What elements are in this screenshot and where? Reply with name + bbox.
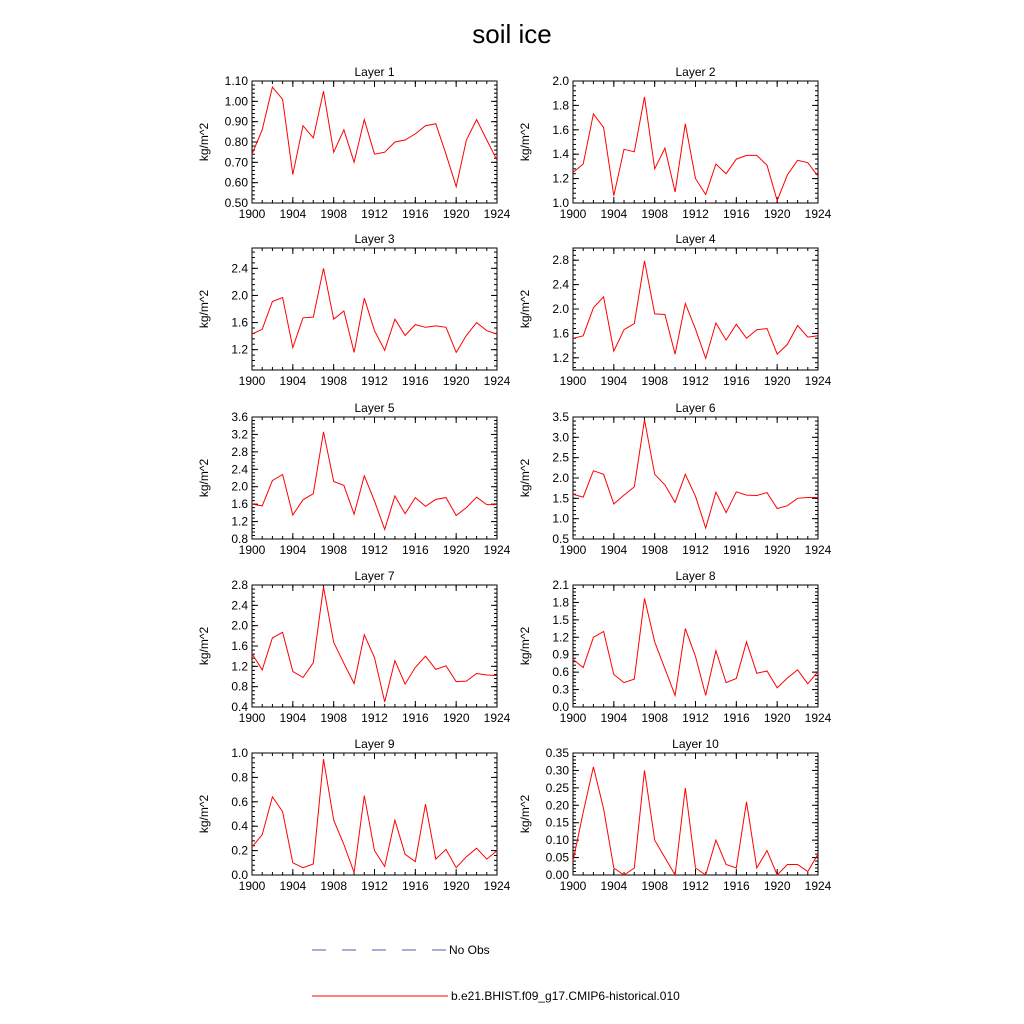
y-tick-label: 1.6 <box>231 497 248 512</box>
y-tick-label: 0.30 <box>545 763 569 778</box>
x-tick-label: 1920 <box>442 711 470 725</box>
x-tick-label: 1912 <box>682 879 709 893</box>
x-tick-label: 1920 <box>763 543 791 557</box>
x-tick-label: 1920 <box>442 543 470 557</box>
y-tick-label: 1.6 <box>231 315 248 330</box>
y-tick-label: 3.6 <box>231 410 248 424</box>
series-line-layer-9 <box>252 759 497 873</box>
y-tick-label: 1.5 <box>552 491 569 506</box>
y-tick-label: 2.5 <box>552 450 569 465</box>
x-tick-label: 1904 <box>600 374 628 388</box>
y-tick-label: 0.15 <box>545 815 569 830</box>
series-line-layer-6 <box>573 420 818 528</box>
x-tick-label: 1908 <box>641 711 669 725</box>
y-tick-label: 1.8 <box>552 595 569 610</box>
y-tick-label: 2.0 <box>231 479 248 494</box>
x-tick-label: 1924 <box>804 543 832 557</box>
x-tick-label: 1916 <box>401 374 429 388</box>
y-tick-label: 2.8 <box>231 578 248 592</box>
y-tick-label: 0.80 <box>224 135 248 149</box>
panel-layer-6 <box>518 401 832 557</box>
x-tick-label: 1924 <box>483 374 511 388</box>
panel-title: Layer 8 <box>675 569 716 583</box>
panel-title: Layer 4 <box>675 232 716 246</box>
y-tick-label: 2.0 <box>552 471 569 485</box>
x-tick-label: 1916 <box>401 207 429 221</box>
x-tick-label: 1904 <box>279 543 307 557</box>
y-tick-label: 0.05 <box>545 850 569 865</box>
y-tick-label: 0.8 <box>231 532 248 546</box>
panel-layer-8 <box>518 569 832 725</box>
x-tick-label: 1920 <box>763 879 791 893</box>
x-tick-label: 1920 <box>763 711 791 725</box>
panel-title: Layer 9 <box>354 737 395 751</box>
y-tick-label: 2.1 <box>552 578 569 592</box>
x-tick-label: 1900 <box>238 207 266 221</box>
x-tick-label: 1908 <box>320 711 348 725</box>
panel-title: Layer 3 <box>354 232 395 246</box>
x-tick-label: 1916 <box>722 543 750 557</box>
y-axis-label: kg/m^2 <box>518 289 532 329</box>
x-tick-label: 1908 <box>320 879 348 893</box>
panel-title: Layer 6 <box>675 401 716 415</box>
y-tick-label: 0.4 <box>231 819 248 834</box>
x-tick-label: 1924 <box>483 207 511 221</box>
y-tick-label: 0.60 <box>224 175 248 190</box>
x-tick-label: 1912 <box>361 879 388 893</box>
y-tick-label: 0.10 <box>545 833 569 848</box>
series-line-layer-10 <box>573 767 818 875</box>
y-tick-label: 3.5 <box>552 410 569 424</box>
y-tick-label: 1.6 <box>552 326 569 341</box>
x-tick-label: 1924 <box>804 374 832 388</box>
panel-title: Layer 7 <box>354 569 395 583</box>
y-tick-label: 1.0 <box>552 196 569 210</box>
series-line-layer-7 <box>252 587 497 702</box>
y-axis-label: kg/m^2 <box>518 122 532 162</box>
y-axis-label: kg/m^2 <box>197 626 211 666</box>
y-tick-label: 1.2 <box>231 659 248 674</box>
x-tick-label: 1912 <box>361 374 388 388</box>
y-tick-label: 1.6 <box>552 122 569 137</box>
x-tick-label: 1900 <box>559 543 587 557</box>
y-tick-label: 0.4 <box>231 700 248 714</box>
y-tick-label: 2.0 <box>231 288 248 303</box>
y-tick-label: 0.5 <box>552 532 569 546</box>
x-tick-label: 1900 <box>559 879 587 893</box>
panel-layer-10 <box>518 737 832 893</box>
y-tick-label: 0.8 <box>231 679 248 694</box>
y-tick-label: 1.2 <box>552 350 569 365</box>
x-tick-label: 1904 <box>600 543 628 557</box>
x-tick-label: 1924 <box>483 879 511 893</box>
y-tick-label: 1.2 <box>552 630 569 645</box>
y-axis-label: kg/m^2 <box>197 458 211 498</box>
y-tick-label: 0.0 <box>552 700 569 714</box>
y-tick-label: 0.70 <box>224 155 248 170</box>
y-tick-label: 1.2 <box>231 342 248 357</box>
y-tick-label: 0.6 <box>552 665 569 680</box>
figure-title: soil ice <box>472 19 552 49</box>
y-tick-label: 2.4 <box>231 261 248 276</box>
x-tick-label: 1920 <box>763 374 791 388</box>
x-tick-label: 1912 <box>682 543 709 557</box>
plot-frame <box>252 585 497 707</box>
series-line-layer-4 <box>573 261 818 359</box>
series-line-layer-2 <box>573 97 818 201</box>
panel-layer-7 <box>197 569 511 725</box>
x-tick-label: 1908 <box>320 207 348 221</box>
y-tick-label: 1.0 <box>552 511 569 526</box>
x-tick-label: 1904 <box>279 207 307 221</box>
x-tick-label: 1912 <box>361 543 388 557</box>
x-tick-label: 1908 <box>641 374 669 388</box>
panel-layer-9 <box>197 737 511 893</box>
panel-grid <box>197 65 832 893</box>
plot-frame <box>573 585 818 707</box>
x-tick-label: 1916 <box>401 711 429 725</box>
panel-title: Layer 1 <box>354 65 395 79</box>
y-tick-label: 3.0 <box>552 430 569 445</box>
x-tick-label: 1908 <box>641 543 669 557</box>
y-tick-label: 1.6 <box>231 639 248 653</box>
series-line-layer-3 <box>252 268 497 352</box>
plot-frame <box>573 417 818 539</box>
x-tick-label: 1916 <box>722 879 750 893</box>
x-tick-label: 1908 <box>320 374 348 388</box>
x-tick-label: 1912 <box>682 711 709 725</box>
series-line-layer-1 <box>252 87 497 187</box>
panel-layer-3 <box>197 232 511 388</box>
x-tick-label: 1920 <box>442 374 470 388</box>
panel-title: Layer 10 <box>672 737 719 751</box>
x-tick-label: 1904 <box>600 207 628 221</box>
panel-layer-5 <box>197 401 511 557</box>
x-tick-label: 1904 <box>279 711 307 725</box>
y-tick-label: 2.4 <box>231 462 248 477</box>
x-tick-label: 1900 <box>559 207 587 221</box>
legend-obs-label: No Obs <box>449 943 490 957</box>
x-tick-label: 1900 <box>559 374 587 388</box>
y-tick-label: 2.4 <box>552 277 569 292</box>
x-tick-label: 1904 <box>600 711 628 725</box>
plot-frame <box>252 248 497 370</box>
y-tick-label: 0.3 <box>552 682 569 697</box>
x-tick-label: 1900 <box>238 711 266 725</box>
y-tick-label: 0.20 <box>545 798 569 813</box>
x-tick-label: 1904 <box>279 879 307 893</box>
x-tick-label: 1920 <box>763 207 791 221</box>
x-tick-label: 1924 <box>804 207 832 221</box>
plot-frame <box>573 248 818 370</box>
x-tick-label: 1912 <box>361 207 388 221</box>
x-tick-label: 1908 <box>320 543 348 557</box>
y-tick-label: 1.2 <box>231 514 248 529</box>
y-tick-label: 1.2 <box>552 171 569 186</box>
plot-frame <box>573 753 818 875</box>
y-axis-label: kg/m^2 <box>197 289 211 329</box>
y-tick-label: 0.90 <box>224 114 248 129</box>
x-tick-label: 1924 <box>804 711 832 725</box>
y-tick-label: 1.10 <box>224 74 248 88</box>
x-tick-label: 1908 <box>641 879 669 893</box>
y-axis-label: kg/m^2 <box>197 794 211 834</box>
x-tick-label: 1900 <box>238 374 266 388</box>
y-tick-label: 0.9 <box>552 647 569 662</box>
y-tick-label: 2.0 <box>552 74 569 88</box>
panel-layer-2 <box>518 65 832 221</box>
y-tick-label: 2.8 <box>231 444 248 459</box>
y-tick-label: 2.4 <box>231 598 248 613</box>
y-tick-label: 0.2 <box>231 843 248 858</box>
panel-title: Layer 2 <box>675 65 716 79</box>
panel-title: Layer 5 <box>354 401 395 415</box>
plot-frame <box>252 417 497 539</box>
y-axis-label: kg/m^2 <box>518 458 532 498</box>
series-line-layer-5 <box>252 432 497 530</box>
y-axis-label: kg/m^2 <box>518 794 532 834</box>
y-axis-label: kg/m^2 <box>197 122 211 162</box>
panel-layer-1 <box>197 65 511 221</box>
series-line-layer-8 <box>573 598 818 695</box>
y-tick-label: 3.2 <box>231 427 248 442</box>
x-tick-label: 1908 <box>641 207 669 221</box>
y-tick-label: 1.8 <box>552 98 569 113</box>
y-tick-label: 0.25 <box>545 780 569 795</box>
y-tick-label: 0.50 <box>224 196 248 210</box>
x-tick-label: 1904 <box>600 879 628 893</box>
y-tick-label: 0.6 <box>231 794 248 809</box>
x-tick-label: 1920 <box>442 879 470 893</box>
y-tick-label: 2.0 <box>552 302 569 316</box>
x-tick-label: 1916 <box>722 207 750 221</box>
x-tick-label: 1912 <box>682 207 709 221</box>
x-tick-label: 1916 <box>722 374 750 388</box>
x-tick-label: 1924 <box>804 879 832 893</box>
y-tick-label: 0.0 <box>231 868 248 882</box>
x-tick-label: 1924 <box>483 711 511 725</box>
x-tick-label: 1916 <box>401 879 429 893</box>
x-tick-label: 1924 <box>483 543 511 557</box>
plot-frame <box>252 753 497 875</box>
plot-frame <box>573 81 818 203</box>
x-tick-label: 1900 <box>238 879 266 893</box>
y-tick-label: 0.8 <box>231 770 248 785</box>
y-tick-label: 1.5 <box>552 612 569 627</box>
y-tick-label: 1.00 <box>224 94 248 109</box>
y-tick-label: 0.00 <box>545 868 569 882</box>
x-tick-label: 1916 <box>401 543 429 557</box>
y-axis-label: kg/m^2 <box>518 626 532 666</box>
panel-layer-4 <box>518 232 832 388</box>
y-tick-label: 0.35 <box>545 746 569 760</box>
y-tick-label: 2.0 <box>231 618 248 633</box>
y-tick-label: 1.0 <box>231 746 248 760</box>
x-tick-label: 1904 <box>279 374 307 388</box>
legend-model-label: b.e21.BHIST.f09_g17.CMIP6-historical.010 <box>451 989 680 1003</box>
x-tick-label: 1900 <box>238 543 266 557</box>
x-tick-label: 1900 <box>559 711 587 725</box>
x-tick-label: 1916 <box>722 711 750 725</box>
x-tick-label: 1920 <box>442 207 470 221</box>
x-tick-label: 1912 <box>361 711 388 725</box>
x-tick-label: 1912 <box>682 374 709 388</box>
y-tick-label: 2.8 <box>552 253 569 268</box>
y-tick-label: 1.4 <box>552 147 569 162</box>
legend <box>312 943 680 1003</box>
